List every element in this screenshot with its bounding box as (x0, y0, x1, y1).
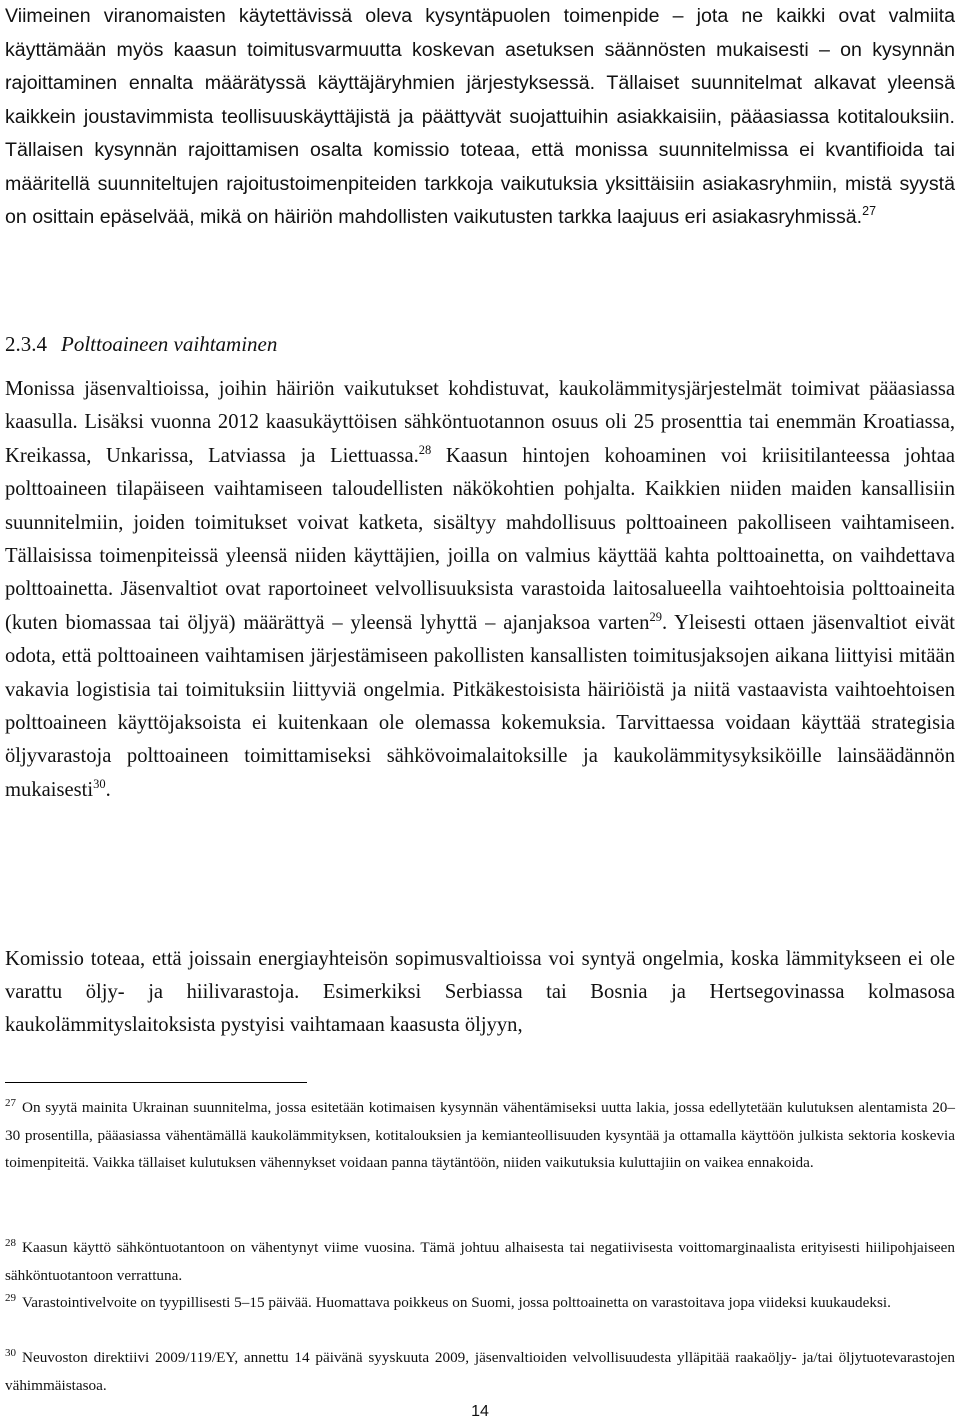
footnote-text: Varastointivelvoite on tyypillisesti 5–15 päivää. Huomattava poikkeus on Suomi, jossa polttoainetta on varastoitava jopa viideksi kuukaudeksi. (22, 1294, 891, 1311)
paragraph-text-part4: . (105, 778, 111, 801)
section-number: 2.3.4 (5, 332, 47, 356)
footnote-number: 29 (5, 1292, 16, 1304)
footnote-text: On syytä mainita Ukrainan suunnitelma, jossa esitetään kotimaisen kysynnän vähentämiseksi uutta lakia, jossa edellytetään kulutuksen alentamista 20–30 prosentilla, pääasiassa vähentämällä kaukolämmityksen, kotitalouksien ja kemianteollisuuden kysyntää ja ottamalla käyttöön julkista sektoria koskevia toimenpiteitä. Vaikka tällaiset kulutuksen vähennykset voidaan panna täytäntöön, niiden vaikutuksia kuluttajiin on vaikea ennakoida. (5, 1099, 955, 1171)
footnote-30 (5, 1344, 955, 1399)
footnote-number: 28 (5, 1237, 16, 1249)
footnote-ref-30[interactable]: 30 (93, 776, 106, 791)
paragraph-fuel-switching (5, 373, 955, 807)
paragraph-text: Komissio toteaa, että joissain energiayhteisön sopimusvaltioissa voi syntyä ongelmia, koska lämmitykseen ei ole varattu öljy- ja hiilivarastoja. Esimerkiksi Serbiassa tai Bosnia ja Hertsegovinassa kolmasosa kaukolämmityslaitoksista pystyisi vaihtamaan kaasusta öljyyn, (5, 948, 955, 1037)
footnote-text: Kaasun käyttö sähköntuotantoon on vähentynyt viime vuosina. Tämä johtuu alhaisesta tai negatiivisesta voittomarginaalista erityisesti hiilipohjaiseen sähköntuotantoon verrattuna. (5, 1239, 955, 1284)
footnote-27 (5, 1094, 955, 1177)
footnote-29 (5, 1289, 955, 1317)
page-number: 14 (471, 1403, 489, 1420)
paragraph-text-part2: Kaasun hintojen kohoaminen voi kriisitilanteessa johtaa polttoaineen tilapäiseen vaihtamiseen taloudellisten näkökohtien pohjalta. Kaikkien niiden maiden kansallisiin suunnitelmiin, joiden toimitukset voivat katketa, sisältyy mahdollisuus polttoaineen pakolliseen vaihtamiseen. Tällaisissa toimenpiteissä yleensä niiden käyttäjien, joilla on valmius käyttää kahta polttoainetta, on vaihdettava polttoainetta. Jäsenvaltiot ovat raportoineet velvollisuuksista varastoida laitosalueella vaihtoehtoisia polttoaineita (kuten biomassaa tai öljyä) määrättyä – yleensä lyhyttä – ajanjaksoa varten (5, 444, 955, 634)
paragraph-demand-restriction (5, 0, 955, 235)
footnote-ref-27[interactable]: 27 (862, 204, 877, 218)
section-title: Polttoaineen vaihtaminen (61, 332, 278, 356)
paragraph-text-part1: Monissa jäsenvaltioissa, joihin häiriön vaikutukset kohdistuvat, kaukolämmitysjärjestelmät toimivat pääasiassa kaasulla. Lisäksi vuonna 2012 kaasukäyttöisen sähköntuotannon osuus oli 25 prosenttia tai enemmän Kroatiassa, Kreikassa, Unkarissa, Latviassa ja Liettuassa. (5, 378, 955, 467)
footnote-separator (5, 1082, 307, 1083)
paragraph-text: Viimeinen viranomaisten käytettävissä oleva kysyntäpuolen toimenpide – jota ne kaikki ovat valmiita käyttämään myös kaasun toimitusvarmuutta koskevan asetuksen säännösten mukaisesti – on kysynnän rajoittaminen ennalta määrätyssä käyttäjäryhmien järjestyksessä. Tällaiset suunnitelmat alkavat yleensä kaikkein joustavimmista teollisuuskäyttäjistä ja päättyvät suojattuihin asiakkaisiin, pääasiassa kotitalouksiin. Tällaisen kysynnän rajoittamisen osalta komissio toteaa, että monissa suunnitelmissa ei kvantifioida tai määritellä suunniteltujen rajoitustoimenpiteiden tarkkoja vaikutuksia yksittäisiin asiakasryhmiin, mistä syystä on osittain epäselvää, mikä on häiriön mahdollisten vaikutusten tarkka laajuus eri asiakasryhmissä. (5, 5, 955, 228)
footnote-ref-29[interactable]: 29 (649, 609, 662, 624)
paragraph-text-part3: . Yleisesti ottaen jäsenvaltiot eivät odota, että polttoaineen vaihtamisen järjestämiseen pakollisten kansallisten toimitusjaksojen aikana liittyisi mitään vakavia logistisia tai toimituksiin liittyviä ongelmia. Pitkäkestoisista häiriöistä ja niitä vastaavista vaihtoehtoisen polttoaineen käyttöjaksoista ei kuitenkaan ole olemassa kokemuksia. Tarvittaessa voidaan käyttää strategisia öljyvarastoja polttoaineen toimittamiseksi sähkövoimalaitoksille ja kaukolämmitysyksiköille lainsäädännön mukaisesti (5, 611, 955, 801)
footnote-text: Neuvoston direktiivi 2009/119/EY, annettu 14 päivänä syyskuuta 2009, jäsenvaltioiden velvollisuudesta ylläpitää raakaöljy- ja/tai öljytuotevarastojen vähimmäistasoa. (5, 1349, 955, 1394)
footnote-28 (5, 1234, 955, 1289)
footnote-number: 27 (5, 1097, 16, 1109)
footnote-number: 30 (5, 1347, 16, 1359)
footnote-ref-28[interactable]: 28 (418, 442, 432, 457)
section-heading (5, 328, 277, 361)
paragraph-energy-community (5, 943, 955, 1043)
